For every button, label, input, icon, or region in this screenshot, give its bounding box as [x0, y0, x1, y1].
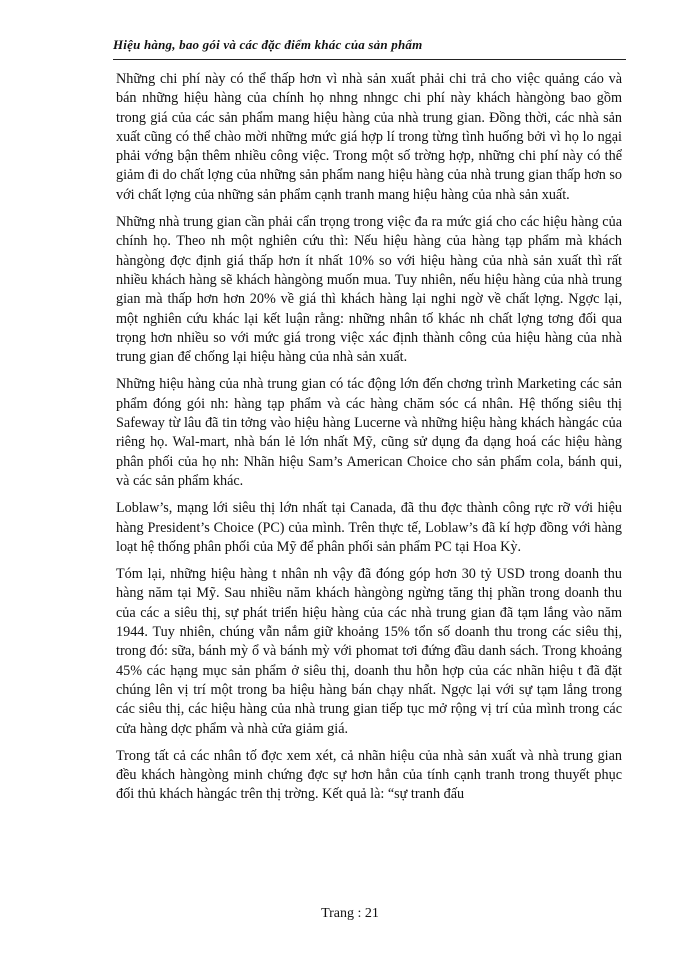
paragraph: Tóm lại, những hiệu hàng t nhân nh vậy đã đóng góp hơn 30 tỷ USD trong doanh thu hàng năm tại Mỹ. Sau nhiều năm khách hàngòng ngừng tăng thị phần trong doanh thu của các a siêu thị, sự phát triển hiệu hàng của các nhà trung gian đã tạm lắng vào năm 1944. Tuy nhiên, chúng vẫn nắm giữ khoảng 15% tổn số doanh thu trong các siêu thị, trong đó: sữa, bánh mỳ ổ và bánh mỳ với phomat tơi đứng đầu danh sách. Trong khoảng 45% các hạng mục sản phẩm ở siêu thị, doanh thu hỗn hợp của các nhãn hiệu t đã đặt chúng lên vị trí một trong ba hiệu hàng bán chạy nhất. Ngợc lại với sự tạm lắng trong các siêu thị, các hiệu hàng của nhà trung gian tiếp tục mở rộng vị trí của mình trong các cửa hàng dợc phẩm và nhà cửa giảm giá. [116, 566, 622, 737]
page-header-title: Hiệu hàng, bao gói và các đặc điểm khác của sản phẩm [113, 37, 423, 52]
header-divider [113, 59, 626, 60]
paragraph: Những nhà trung gian cần phải cẩn trọng trong việc đa ra mức giá cho các hiệu hàng của chính họ. Theo nh một nghiên cứu thì: Nếu hiệu hàng của hàng tạp phẩm mà khách hàngòng đợc định giá thấp hơn ít nhất 10% so với hiệu hàng của nhà sản xuất thì rất nhiều khách hàng sẽ khách hàngòng muốn mua. Tuy nhiên, nếu hiệu hàng của nhà trung gian mà thấp hơn hơn 20% về giá thì khách hàng lại nghi ngờ về chất lợng. Ngợc lại, một nghiên cứu khác lại kết luận rằng: những nhân tố khác nh chất lợng tơng đối qua trọng hơn nhiều so với mức giá trong việc xác định thành công của hiệu hàng của nhà trung gian để chống lại hiệu hàng của nhà sản xuất. [116, 214, 622, 366]
paragraph: Trong tất cả các nhân tố đợc xem xét, cả nhãn hiệu của nhà sản xuất và nhà trung gian đều khách hàngòng minh chứng đợc sự hơn hẳn của tính cạnh tranh trong thuyết phục đối thủ khách hàngác trên thị trờng. Kết quả là: “sự tranh đấu [116, 747, 622, 803]
paragraph: Những hiệu hàng của nhà trung gian có tác động lớn đến chơng trình Marketing các sản phẩm đóng gói nh: hàng tạp phẩm và các hàng chăm sóc cá nhân. Hệ thống siêu thị Safeway từ lâu đã tin tởng vào hiệu hàng Lucerne và những hiệu hàng khách hàngác của riêng họ. Wal-mart, nhà bán lẻ lớn nhất Mỹ, cũng sử dụng đa dạng hoá các hiệu hàng phân phối của họ nh: Nhãn hiệu Sam’s American Choice cho sản phẩm cola, bánh qui, và các sản phẩm khác. [116, 376, 622, 489]
page-number: Trang : 21 [321, 906, 379, 921]
paragraph: Loblaw’s, mạng lới siêu thị lớn nhất tại Canada, đã thu đợc thành công rực rỡ với hiệu hàng President’s Choice (PC) của mình. Trên thực tế, Loblaw’s đã kí hợp đồng với hàng loạt hệ thống phân phối của Mỹ để phân phối sản phẩm PC tại Hoa Kỳ. [116, 500, 622, 555]
document-body [116, 70, 622, 813]
paragraph: Những chi phí này có thể thấp hơn vì nhà sản xuất phải chi trả cho việc quảng cáo và bán những hiệu hàng của chính họ nhng nhngc chi phí này khách hàngòng bao gồm trong giá của các sản phẩm mang hiệu hàng của nhà trung gian. Đồng thời, các nhà sản xuất cũng có thể chào mời những mức giá hợp lí trong từng tình huống bởi vì họ lo ngại phải vớng bận thêm nhiều công việc. Trong một số trờng hợp, những chi phí này có thể giảm đi do chất lợng của những sản phẩm nang hiệu hàng của nhà trung gian thấp hơn so với chất lợng của những sản phẩm cạnh tranh mang hiệu hàng của nhà sản xuất. [116, 71, 622, 203]
